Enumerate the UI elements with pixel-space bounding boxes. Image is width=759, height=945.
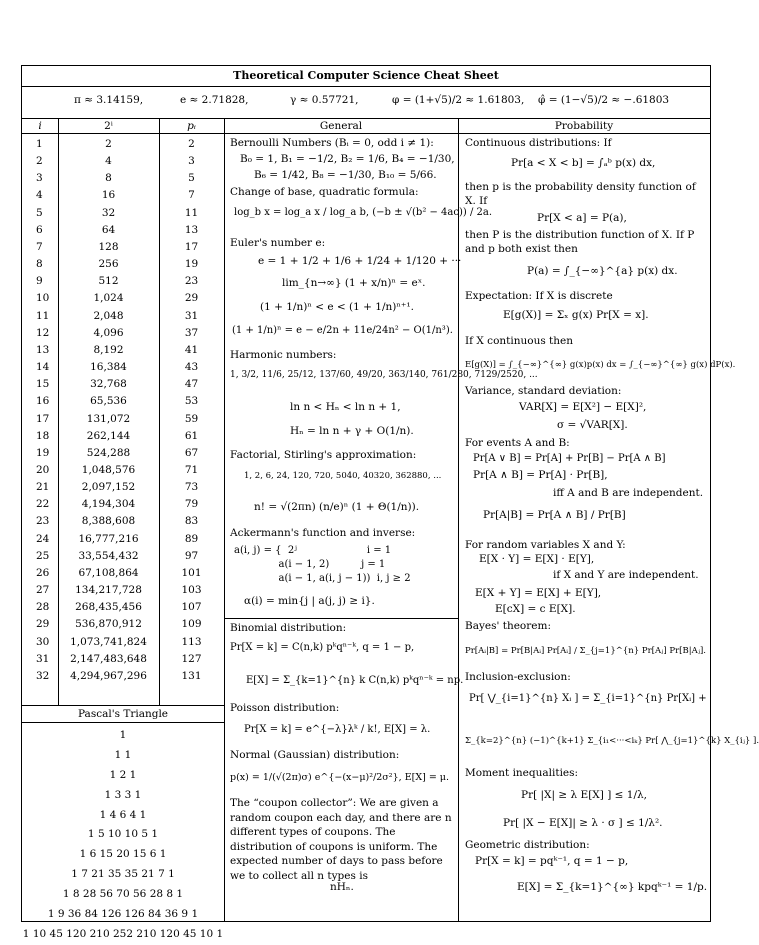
table-cell-i: 22 bbox=[36, 498, 50, 511]
table-cell-i: 31 bbox=[36, 652, 50, 665]
pascal-row: 1 6 15 20 15 6 1 bbox=[79, 848, 167, 861]
ackermann-line-1: a(i, j) = { 2ʲ i = 1 bbox=[234, 545, 392, 556]
random-line-3: E[X + Y] = E[X] + E[Y], bbox=[475, 587, 602, 599]
pascal-row: 1 2 1 bbox=[109, 768, 137, 781]
table-cell-pow2: 268,435,456 bbox=[75, 601, 142, 614]
binomial-title: Binomial distribution: bbox=[230, 622, 347, 634]
table-cell-prime: 59 bbox=[184, 412, 199, 425]
table-cell-i: 32 bbox=[36, 669, 50, 682]
header-general: General bbox=[319, 120, 363, 132]
table-cell-prime: 31 bbox=[184, 309, 199, 322]
expectation-line-2: If X continuous then bbox=[465, 335, 574, 347]
divider bbox=[224, 618, 458, 619]
table-cell-pow2: 134,217,728 bbox=[75, 584, 142, 597]
table-cell-prime: 2 bbox=[188, 138, 195, 150]
column-primes bbox=[159, 136, 224, 685]
table-cell-pow2: 1,048,576 bbox=[81, 463, 136, 476]
events-line-1: Pr[A ∨ B] = Pr[A] + Pr[B] − Pr[A ∧ B] bbox=[473, 453, 666, 464]
continuous-line-3: Pr[X < a] = P(a), bbox=[537, 212, 627, 224]
table-cell-i: 12 bbox=[36, 326, 50, 339]
table-cell-pow2: 2,048 bbox=[93, 309, 124, 322]
table-cell-prime: 79 bbox=[184, 498, 199, 511]
table-cell-prime: 71 bbox=[184, 463, 199, 476]
table-cell-prime: 113 bbox=[181, 635, 202, 648]
table-cell-i: 23 bbox=[36, 515, 50, 528]
table-cell-pow2: 4,096 bbox=[93, 326, 124, 339]
page-title: Theoretical Computer Science Cheat Sheet bbox=[233, 69, 499, 82]
change-base-title: Change of base, quadratic formula: bbox=[230, 186, 419, 198]
ackermann-title: Ackermann's function and inverse: bbox=[230, 527, 416, 539]
table-cell-pow2: 8,192 bbox=[93, 343, 124, 356]
table-cell-i: 9 bbox=[36, 275, 43, 288]
table-cell-prime: 127 bbox=[181, 652, 202, 665]
expectation-line-1: E[g(X)] = Σₓ g(x) Pr[X = x]. bbox=[503, 309, 649, 321]
bernoulli-line-2: B₆ = 1/42, B₈ = −1/30, B₁₀ = 5/66. bbox=[254, 169, 437, 181]
table-cell-i: 4 bbox=[36, 189, 43, 202]
table-cell-pow2: 33,554,432 bbox=[78, 549, 139, 562]
table-cell-pow2: 64 bbox=[101, 223, 116, 236]
table-cell-prime: 5 bbox=[188, 172, 195, 185]
table-cell-prime: 109 bbox=[181, 618, 202, 631]
table-cell-i: 13 bbox=[36, 343, 50, 356]
continuous-title: Continuous distributions: If bbox=[465, 137, 612, 149]
header-i: i bbox=[38, 120, 42, 132]
table-cell-pow2: 262,144 bbox=[86, 429, 131, 442]
harmonic-line-2: ln n < Hₙ < ln n + 1, bbox=[290, 401, 401, 413]
harmonic-title: Harmonic numbers: bbox=[230, 349, 337, 361]
table-cell-pow2: 2,147,483,648 bbox=[70, 652, 147, 665]
normal-line-1: p(x) = 1/(√(2π)σ) e^{−(x−μ)²/2σ²}, E[X] = μ. bbox=[230, 772, 449, 783]
table-cell-i: 21 bbox=[36, 481, 50, 494]
header-probability: Probability bbox=[554, 120, 614, 132]
factorial-line-1: 1, 2, 6, 24, 120, 720, 5040, 40320, 362880, ... bbox=[244, 471, 442, 481]
table-cell-i: 30 bbox=[36, 635, 50, 648]
pascal-row: 1 4 6 4 1 bbox=[99, 808, 147, 821]
factorial-line-2: n! = √(2πn) (n/e)ⁿ (1 + Θ(1/n)). bbox=[254, 501, 420, 513]
factorial-title: Factorial, Stirling's approximation: bbox=[230, 449, 417, 461]
geometric-title: Geometric distribution: bbox=[465, 839, 590, 851]
table-cell-prime: 73 bbox=[184, 481, 199, 494]
constant-phi: φ = (1+√5)/2 ≈ 1.61803, bbox=[392, 94, 525, 106]
geometric-line-1: Pr[X = k] = pqᵏ⁻¹, q = 1 − p, bbox=[475, 855, 629, 867]
variance-line-1: VAR[X] = E[X²] − E[X]², bbox=[519, 401, 647, 413]
table-cell-i: 5 bbox=[36, 206, 43, 219]
table-cell-i: 24 bbox=[36, 532, 50, 545]
random-title: For random variables X and Y: bbox=[465, 539, 626, 551]
pascal-row: 1 9 36 84 126 126 84 36 9 1 bbox=[47, 908, 199, 921]
geometric-line-2: E[X] = Σ_{k=1}^{∞} kpqᵏ⁻¹ = 1/p. bbox=[517, 881, 708, 893]
table-cell-prime: 3 bbox=[188, 155, 195, 168]
events-line-2: Pr[A ∧ B] = Pr[A] · Pr[B], bbox=[473, 469, 608, 481]
table-cell-pow2: 16 bbox=[101, 189, 116, 202]
table-cell-prime: 11 bbox=[184, 206, 199, 219]
table-cell-prime: 83 bbox=[184, 515, 199, 528]
table-cell-prime: 41 bbox=[184, 343, 199, 356]
table-cell-prime: 89 bbox=[184, 532, 199, 545]
random-line-1: E[X · Y] = E[X] · E[Y], bbox=[479, 553, 595, 565]
inclusion-line-2: Σ_{k=2}^{n} (−1)^{k+1} Σ_{i₁<···<iₖ} Pr[ ⋀_{j=1}^{k} X_{iⱼ} ]. bbox=[465, 736, 759, 746]
inclusion-title: Inclusion-exclusion: bbox=[465, 671, 571, 683]
euler-line-1: e = 1 + 1/2 + 1/6 + 1/24 + 1/120 + ··· bbox=[258, 255, 462, 267]
divider bbox=[224, 118, 225, 921]
divider bbox=[22, 133, 710, 134]
euler-line-4: (1 + 1/n)ⁿ = e − e/2n + 11e/24n² − O(1/n³). bbox=[232, 325, 453, 336]
table-cell-pow2: 16,777,216 bbox=[78, 532, 139, 545]
continuous-line-1: Pr[a < X < b] = ∫ₐᵇ p(x) dx, bbox=[511, 157, 656, 169]
table-cell-prime: 29 bbox=[184, 292, 199, 305]
pascal-row: 1 bbox=[119, 729, 127, 741]
pascal-row: 1 5 10 10 5 1 bbox=[87, 828, 159, 841]
divider bbox=[22, 722, 224, 723]
divider bbox=[458, 118, 459, 921]
table-cell-i: 14 bbox=[36, 361, 50, 374]
constants-row bbox=[22, 86, 710, 118]
table-cell-prime: 101 bbox=[181, 566, 202, 579]
table-cell-i: 26 bbox=[36, 566, 50, 579]
table-cell-pow2: 512 bbox=[98, 275, 119, 288]
table-cell-i: 11 bbox=[36, 309, 50, 322]
table-cell-pow2: 1,024 bbox=[93, 292, 124, 305]
harmonic-line-3: Hₙ = ln n + γ + O(1/n). bbox=[290, 425, 414, 437]
table-cell-i: 25 bbox=[36, 549, 50, 562]
bernoulli-title: Bernoulli Numbers (Bᵢ = 0, odd i ≠ 1): bbox=[230, 137, 434, 149]
table-cell-pow2: 4,194,304 bbox=[81, 498, 136, 511]
table-cell-prime: 7 bbox=[188, 189, 195, 202]
table-cell-i: 6 bbox=[36, 223, 43, 236]
table-cell-i: 27 bbox=[36, 584, 50, 597]
constant-phi-hat: φ̂ = (1−√5)/2 ≈ −.61803 bbox=[538, 94, 670, 106]
random-line-2: if X and Y are independent. bbox=[553, 569, 699, 581]
table-cell-i: 1 bbox=[36, 138, 43, 150]
coupon-text: The “coupon collector”: We are given a random coupon each day, and there are n different types of coupons. The distribution of coupons is uniform. The expected number of days to pass before we to collect all n types is bbox=[230, 797, 452, 882]
table-cell-prime: 19 bbox=[184, 258, 199, 271]
random-line-4: E[cX] = c E[X]. bbox=[495, 603, 576, 615]
variance-title: Variance, standard deviation: bbox=[465, 385, 622, 397]
table-cell-pow2: 1,073,741,824 bbox=[70, 635, 147, 648]
events-line-4: Pr[A|B] = Pr[A ∧ B] / Pr[B] bbox=[483, 509, 626, 521]
pascal-row: 1 10 45 120 210 252 210 120 45 10 1 bbox=[22, 927, 224, 940]
harmonic-line-1: 1, 3/2, 11/6, 25/12, 137/60, 49/20, 363/140, 761/280, 7129/2520, ... bbox=[230, 370, 538, 380]
pascal-row: 1 8 28 56 70 56 28 8 1 bbox=[62, 888, 184, 901]
bayes-line-1: Pr[Aᵢ|B] = Pr[B|Aᵢ] Pr[Aᵢ] / Σ_{j=1}^{n} Pr[Aⱼ] Pr[B|Aⱼ]. bbox=[465, 646, 706, 656]
euler-line-3: (1 + 1/n)ⁿ < e < (1 + 1/n)ⁿ⁺¹. bbox=[260, 301, 414, 313]
table-cell-pow2: 4 bbox=[105, 155, 112, 168]
poisson-line-1: Pr[X = k] = e^{−λ}λᵏ / k!, E[X] = λ. bbox=[244, 724, 431, 735]
table-cell-prime: 23 bbox=[184, 275, 199, 288]
header-p: pᵢ bbox=[187, 120, 196, 132]
table-cell-pow2: 256 bbox=[98, 258, 119, 271]
expectation-line-3: E[g(X)] = ∫_{−∞}^{∞} g(x)p(x) dx = ∫_{−∞}^{∞} g(x) dP(x). bbox=[465, 360, 736, 370]
ackermann-line-3: a(i − 1, a(i, j − 1)) i, j ≥ 2 bbox=[234, 573, 411, 584]
table-cell-prime: 61 bbox=[184, 429, 199, 442]
normal-title: Normal (Gaussian) distribution: bbox=[230, 749, 400, 761]
events-title: For events A and B: bbox=[465, 437, 570, 449]
table-cell-pow2: 2,097,152 bbox=[81, 481, 136, 494]
table-cell-pow2: 8 bbox=[105, 172, 112, 185]
table-cell-i: 20 bbox=[36, 463, 50, 476]
table-cell-prime: 67 bbox=[184, 446, 199, 459]
variance-line-2: σ = √VAR[X]. bbox=[557, 419, 628, 431]
table-cell-i: 17 bbox=[36, 412, 50, 425]
continuous-line-4: then P is the distribution function of X. If P and p both exist then bbox=[465, 229, 695, 255]
events-line-3: iff A and B are independent. bbox=[553, 487, 704, 499]
table-cell-pow2: 16,384 bbox=[90, 361, 127, 374]
bayes-title: Bayes' theorem: bbox=[465, 620, 551, 632]
continuous-line-2: then p is the probability density function of X. If bbox=[465, 181, 696, 207]
table-cell-i: 3 bbox=[36, 172, 43, 185]
table-cell-prime: 47 bbox=[184, 378, 199, 391]
table-cell-i: 2 bbox=[36, 155, 43, 168]
table-cell-prime: 53 bbox=[184, 395, 199, 408]
table-cell-pow2: 32 bbox=[101, 206, 116, 219]
ackermann-line-2: a(i − 1, 2) j = 1 bbox=[234, 559, 386, 570]
table-cell-i: 8 bbox=[36, 258, 43, 271]
column-i bbox=[22, 136, 58, 685]
moment-title: Moment inequalities: bbox=[465, 767, 579, 779]
euler-title: Euler's number e: bbox=[230, 237, 326, 249]
binomial-line-2: E[X] = Σ_{k=1}^{n} k C(n,k) pᵏqⁿ⁻ᵏ = np. bbox=[246, 675, 464, 686]
table-cell-pow2: 524,288 bbox=[86, 446, 131, 459]
table-cell-prime: 37 bbox=[184, 326, 199, 339]
moment-line-1: Pr[ |X| ≥ λ E[X] ] ≤ 1/λ, bbox=[521, 789, 647, 801]
expectation-title: Expectation: If X is discrete bbox=[465, 290, 613, 302]
table-cell-prime: 43 bbox=[184, 361, 199, 374]
poisson-title: Poisson distribution: bbox=[230, 702, 340, 714]
column-pow2 bbox=[58, 136, 159, 685]
table-cell-pow2: 65,536 bbox=[90, 395, 127, 408]
table-cell-prime: 107 bbox=[181, 601, 202, 614]
table-cell-pow2: 8,388,608 bbox=[81, 515, 136, 528]
table-cell-i: 7 bbox=[36, 240, 43, 253]
table-cell-pow2: 536,870,912 bbox=[75, 618, 142, 631]
table-cell-prime: 13 bbox=[184, 223, 199, 236]
table-cell-i: 19 bbox=[36, 446, 50, 459]
pascal-row: 1 7 21 35 35 21 7 1 bbox=[71, 868, 175, 881]
coupon-formula: nHₙ. bbox=[330, 881, 354, 893]
table-cell-prime: 17 bbox=[184, 240, 199, 253]
table-cell-i: 18 bbox=[36, 429, 50, 442]
euler-line-2: lim_{n→∞} (1 + x/n)ⁿ = eˣ. bbox=[282, 277, 426, 289]
table-cell-i: 10 bbox=[36, 292, 50, 305]
continuous-line-5: P(a) = ∫_{−∞}^{a} p(x) dx. bbox=[527, 265, 678, 277]
pascal-row: 1 3 3 1 bbox=[104, 788, 142, 801]
constant-e: e ≈ 2.71828, bbox=[180, 94, 249, 106]
change-base-formula: log_b x = log_a x / log_a b, (−b ± √(b² − 4ac)) / 2a. bbox=[234, 207, 493, 218]
table-cell-prime: 103 bbox=[181, 584, 202, 597]
pascal-title: Pascal's Triangle bbox=[77, 708, 169, 720]
moment-line-2: Pr[ |X − E[X]| ≥ λ · σ ] ≤ 1/λ². bbox=[503, 817, 663, 829]
ackermann-line-4: α(i) = min{j | a(j, j) ≥ i}. bbox=[244, 595, 375, 607]
inclusion-line-1: Pr[ ⋁_{i=1}^{n} Xᵢ ] = Σ_{i=1}^{n} Pr[Xᵢ] + bbox=[469, 693, 707, 704]
pascal-triangle bbox=[22, 726, 224, 945]
table-cell-i: 28 bbox=[36, 601, 50, 614]
table-cell-pow2: 2 bbox=[105, 138, 112, 150]
pascal-row: 1 1 bbox=[114, 748, 132, 761]
constant-pi: π ≈ 3.14159, bbox=[74, 94, 144, 106]
table-cell-i: 15 bbox=[36, 378, 50, 391]
cheat-sheet bbox=[21, 65, 759, 940]
table-cell-pow2: 131,072 bbox=[86, 412, 131, 425]
table-cell-i: 29 bbox=[36, 618, 50, 631]
table-cell-pow2: 67,108,864 bbox=[78, 566, 139, 579]
table-cell-pow2: 128 bbox=[98, 240, 119, 253]
table-cell-pow2: 4,294,967,296 bbox=[70, 669, 147, 682]
header-pow2: 2ⁱ bbox=[104, 120, 113, 132]
constant-gamma: γ ≈ 0.57721, bbox=[290, 94, 359, 106]
table-cell-pow2: 32,768 bbox=[90, 378, 127, 391]
bernoulli-line-1: B₀ = 1, B₁ = −1/2, B₂ = 1/6, B₄ = −1/30, bbox=[240, 153, 455, 165]
table-cell-prime: 131 bbox=[181, 669, 202, 682]
binomial-line-1: Pr[X = k] = C(n,k) pᵏqⁿ⁻ᵏ, q = 1 − p, bbox=[230, 642, 415, 653]
table-cell-prime: 97 bbox=[184, 549, 199, 562]
table-cell-i: 16 bbox=[36, 395, 50, 408]
